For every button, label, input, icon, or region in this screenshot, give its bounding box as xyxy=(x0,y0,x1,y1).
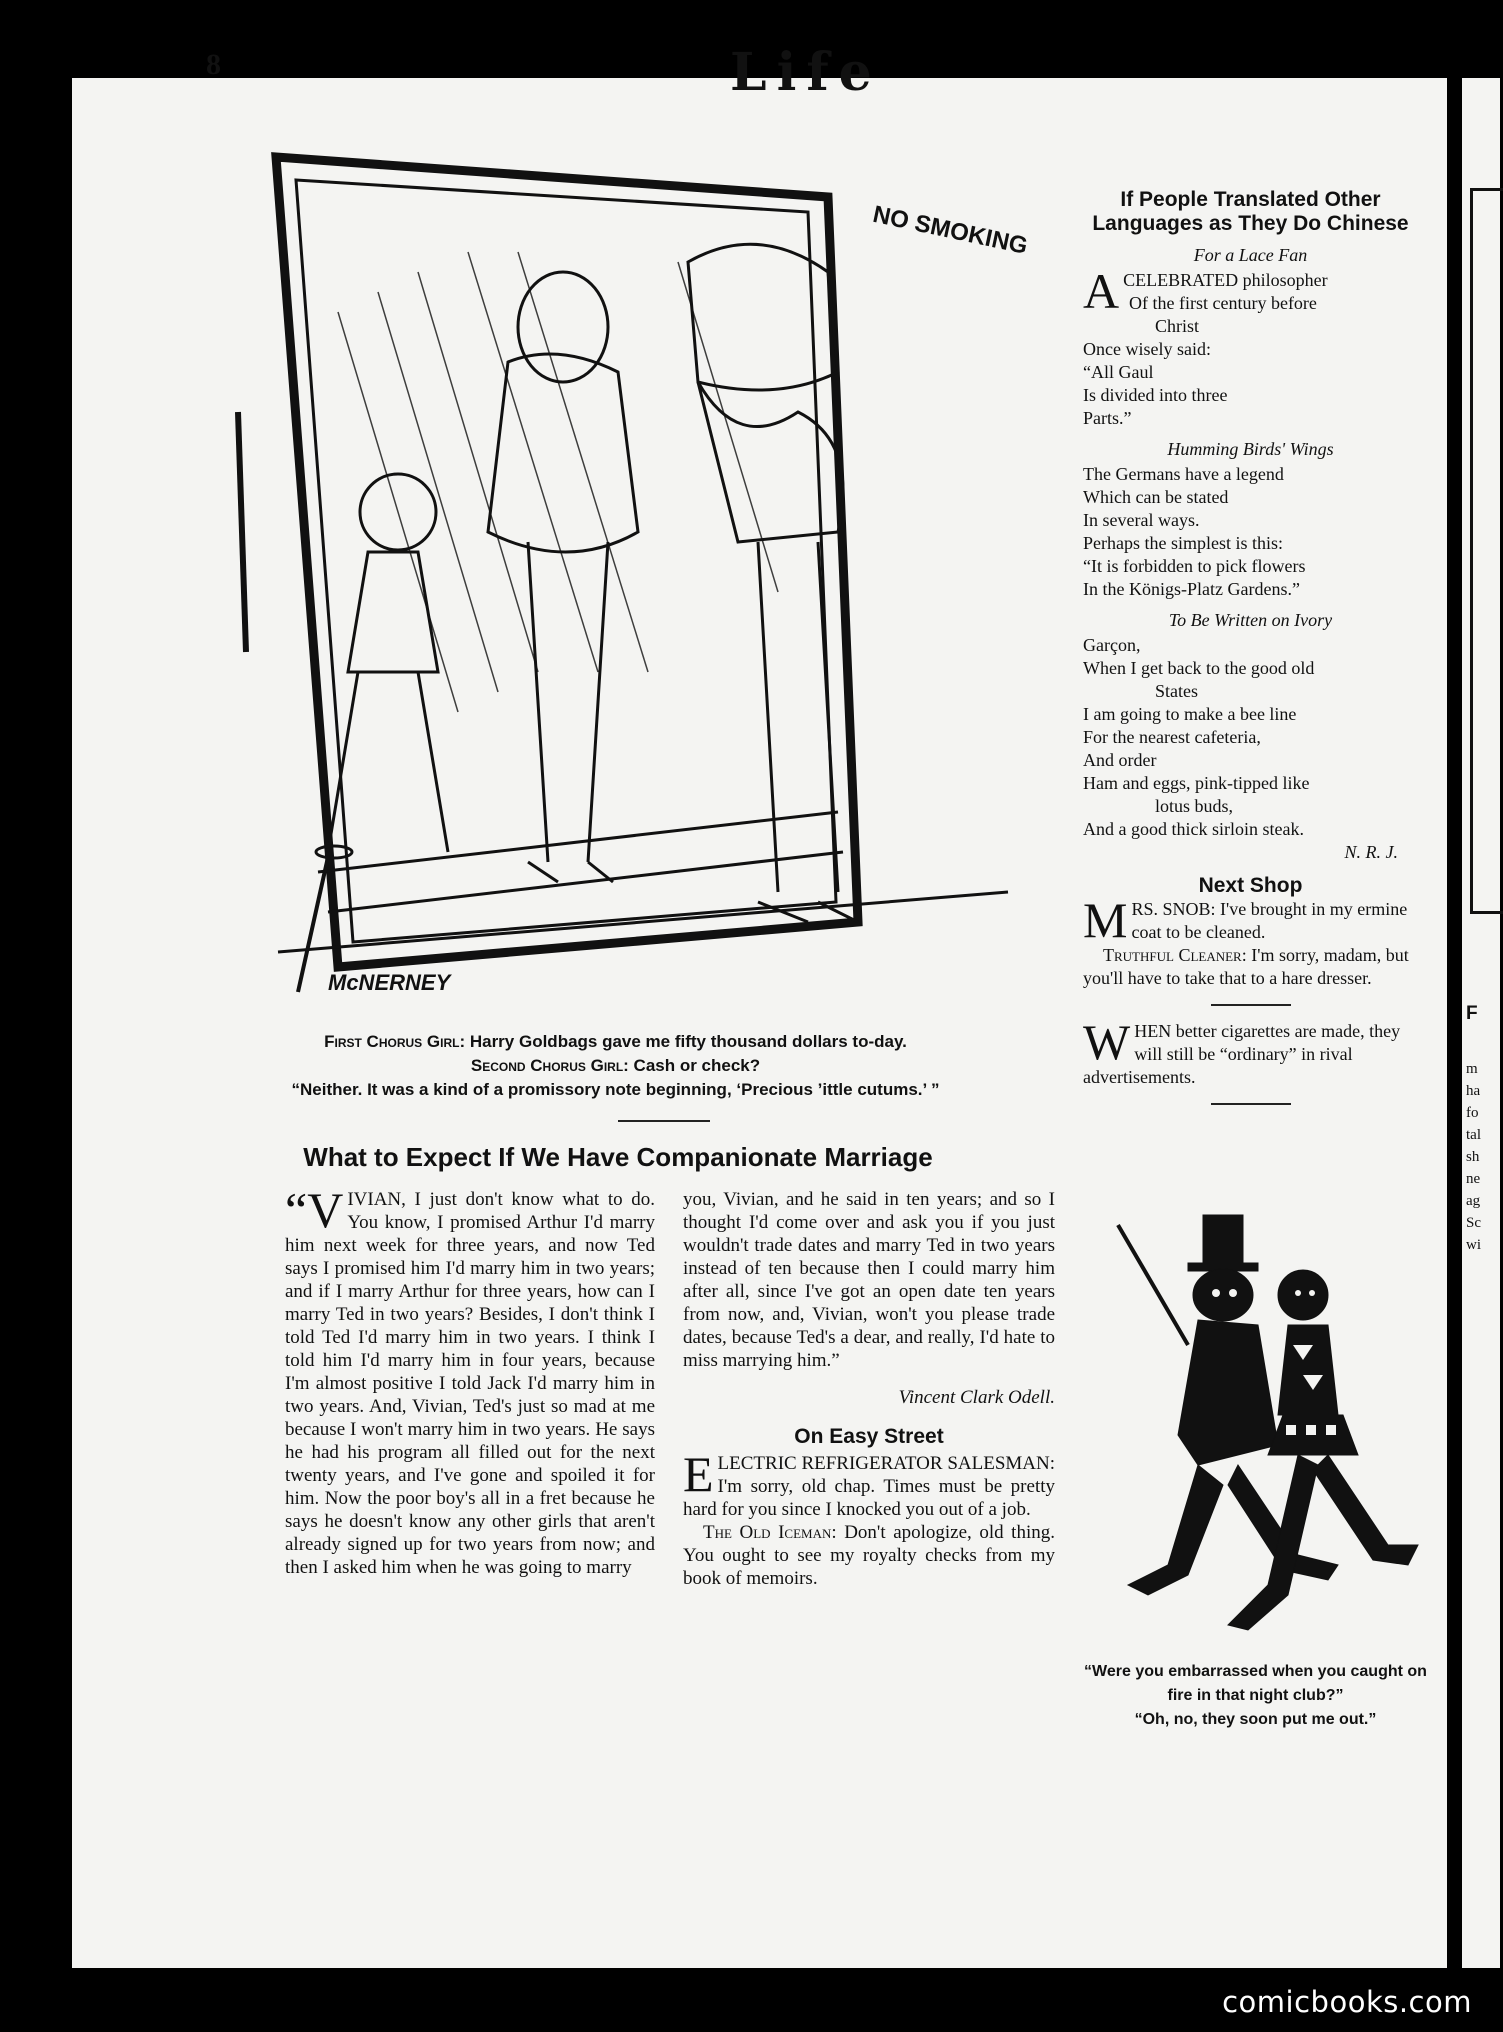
poem-line: When I get back to the good old xyxy=(1083,658,1315,678)
chorus-girls-cartoon xyxy=(218,112,1031,995)
speaker-label: RS. SNOB: xyxy=(1131,899,1216,919)
caption-text: Cash or check? xyxy=(628,1056,761,1075)
poem-line: Which can be stated xyxy=(1083,487,1229,507)
poem-line: And a good thick sirloin steak. xyxy=(1083,819,1304,839)
dropcap: E xyxy=(683,1446,714,1502)
poem-title: For a Lace Fan xyxy=(1193,245,1308,265)
poem-line: Once wisely said: xyxy=(1083,339,1211,359)
poem-line: lotus buds, xyxy=(1155,796,1234,816)
poem-title: Humming Birds' Wings xyxy=(1167,439,1334,459)
speaker-label: First Chorus Girl: xyxy=(324,1032,466,1051)
section-title: If People Translated Other Languages as They Do Chinese xyxy=(1092,188,1409,235)
right-cartoon-caption xyxy=(1083,1660,1428,1732)
adjacent-letter: ag xyxy=(1466,1193,1481,1209)
caption-text: “Were you embarrassed when you caught on fire in that night club?” xyxy=(1084,1663,1427,1704)
poem-line: In the Königs-Platz Gardens.” xyxy=(1083,579,1300,599)
caption-text: “Oh, no, they soon put me out.” xyxy=(1134,1711,1377,1728)
poem-line: “All Gaul xyxy=(1083,362,1154,382)
sign-text: NO SMOKING xyxy=(870,200,1031,260)
speaker-label: LECTRIC REFRIGERATOR SALESMAN: xyxy=(717,1453,1056,1474)
poem-line: In several ways. xyxy=(1083,510,1200,530)
poem-line: Ham and eggs, pink-tipped like xyxy=(1083,773,1310,793)
divider-rule xyxy=(1211,1103,1291,1105)
site-watermark: comicbooks.com xyxy=(1222,1985,1472,2019)
poem-signature: N. R. J. xyxy=(1344,842,1398,862)
adjacent-letter: sh xyxy=(1466,1149,1480,1165)
adjacent-letter: F xyxy=(1466,1003,1478,1024)
dropcap: A xyxy=(1083,263,1120,319)
body-text: I'm sorry, old chap. Times must be pretty hard for you since I knocked you out of a job. xyxy=(683,1476,1055,1520)
magazine-masthead: Life xyxy=(730,42,882,103)
adjacent-letter: wi xyxy=(1466,1237,1481,1253)
poem-line: CELEBRATED philosopher xyxy=(1123,270,1328,290)
no-smoking-sign xyxy=(871,201,1031,260)
article-author: Vincent Clark Odell. xyxy=(898,1387,1055,1408)
divider-rule xyxy=(1211,1004,1291,1006)
article-column-2 xyxy=(683,1188,1055,1590)
poem-line: And order xyxy=(1083,750,1157,770)
poem-line: Of the first century before xyxy=(1129,293,1317,313)
poem-line: Garçon, xyxy=(1083,635,1141,655)
cartoon-signature: McNERNEY xyxy=(328,970,451,995)
article-headline: What to Expect If We Have Companionate Marriage xyxy=(303,1142,933,1172)
adjacent-letter: Sc xyxy=(1466,1215,1481,1231)
dancing-couple-cartoon xyxy=(1088,1185,1428,1655)
speaker-label: The Old Iceman: xyxy=(703,1522,837,1543)
poem-line: States xyxy=(1155,681,1198,701)
caption-text: Harry Goldbags gave me fifty thousand dollars to-day. xyxy=(465,1032,907,1051)
adjacent-letter: ha xyxy=(1466,1083,1481,1099)
body-text: I've brought in my ermine coat to be cleaned. xyxy=(1131,899,1408,942)
speaker-label: Truthful Cleaner: xyxy=(1103,945,1247,965)
adjacent-letter: tal xyxy=(1466,1127,1481,1143)
adjacent-page-text xyxy=(1462,78,1500,1968)
poem-line: Parts.” xyxy=(1083,408,1132,428)
poem-line: The Germans have a legend xyxy=(1083,464,1284,484)
poem-line: Is divided into three xyxy=(1083,385,1228,405)
poem-line: Perhaps the simplest is this: xyxy=(1083,533,1283,553)
poem-line: “It is forbidden to pick flowers xyxy=(1083,556,1306,576)
page-number: 8 xyxy=(206,48,221,81)
section-title: On Easy Street xyxy=(794,1425,944,1448)
poem-title: To Be Written on Ivory xyxy=(1168,610,1333,630)
adjacent-letter: fo xyxy=(1466,1105,1479,1121)
dropcap: “V xyxy=(285,1182,344,1238)
poem-line: Christ xyxy=(1155,316,1200,336)
body-text: I'm sorry, madam, but you'll have to take that to a hare dresser. xyxy=(1083,945,1409,988)
article-text: IVIAN, I just don't know what to do. You know, I promised Arthur I'd marry him next week for three years, and now Ted says I promised him I'd marry him in two years; and if I marry Arthur for three years, how can I marry Ted in two years? Besides, I don't think I told Ted I'd marry him in two years. I think I told him I'd marry him in four years, because I'm almost positive I told Jack I'd marry him in two years. And, Vivian, Ted's just so mad at me because I won't marry him in two years. He says he had his program all filled out for the next twenty years, and I've gone and spoiled it for him. Now the poor boy's all in a fret because he says he doesn't know any other girls that aren't already signed up for two years from now; and then I asked him when he was going to marry xyxy=(285,1189,655,1578)
divider-rule xyxy=(618,1120,710,1122)
article-column-1 xyxy=(285,1182,655,1579)
right-column xyxy=(1083,188,1418,1119)
dropcap: W xyxy=(1083,1014,1131,1070)
section-title: Next Shop xyxy=(1198,874,1303,897)
speaker-label: Second Chorus Girl: xyxy=(470,1056,629,1075)
adjacent-letter: m xyxy=(1466,1061,1478,1077)
article-text: you, Vivian, and he said in ten years; and so I thought I'd come over and ask you if you just wouldn't trade dates and marry Ted in two years instead of ten because then I could marry him after all, since I've got an open date ten years from now, and, Vivian, won't you please trade dates, because Ted's a dear, and really, I'd hate to miss marrying him.” xyxy=(683,1189,1055,1371)
poem-line: For the nearest cafeteria, xyxy=(1083,727,1261,747)
cartoon-caption xyxy=(218,1030,1013,1102)
adjacent-letter: ne xyxy=(1466,1171,1481,1187)
poem-line: I am going to make a bee line xyxy=(1083,704,1297,724)
dropcap: M xyxy=(1083,892,1128,948)
adjacent-page-edge xyxy=(1462,78,1500,1968)
body-text: Don't apologize, old thing. You ought to see my royalty checks from my book of memoirs. xyxy=(683,1522,1055,1589)
body-text: HEN better cigarettes are made, they will still be “ordinary” in rival advertisements. xyxy=(1083,1021,1401,1087)
caption-text: “Neither. It was a kind of a promissory note beginning, ‘Precious ’ittle cutums.’ ” xyxy=(291,1080,940,1099)
